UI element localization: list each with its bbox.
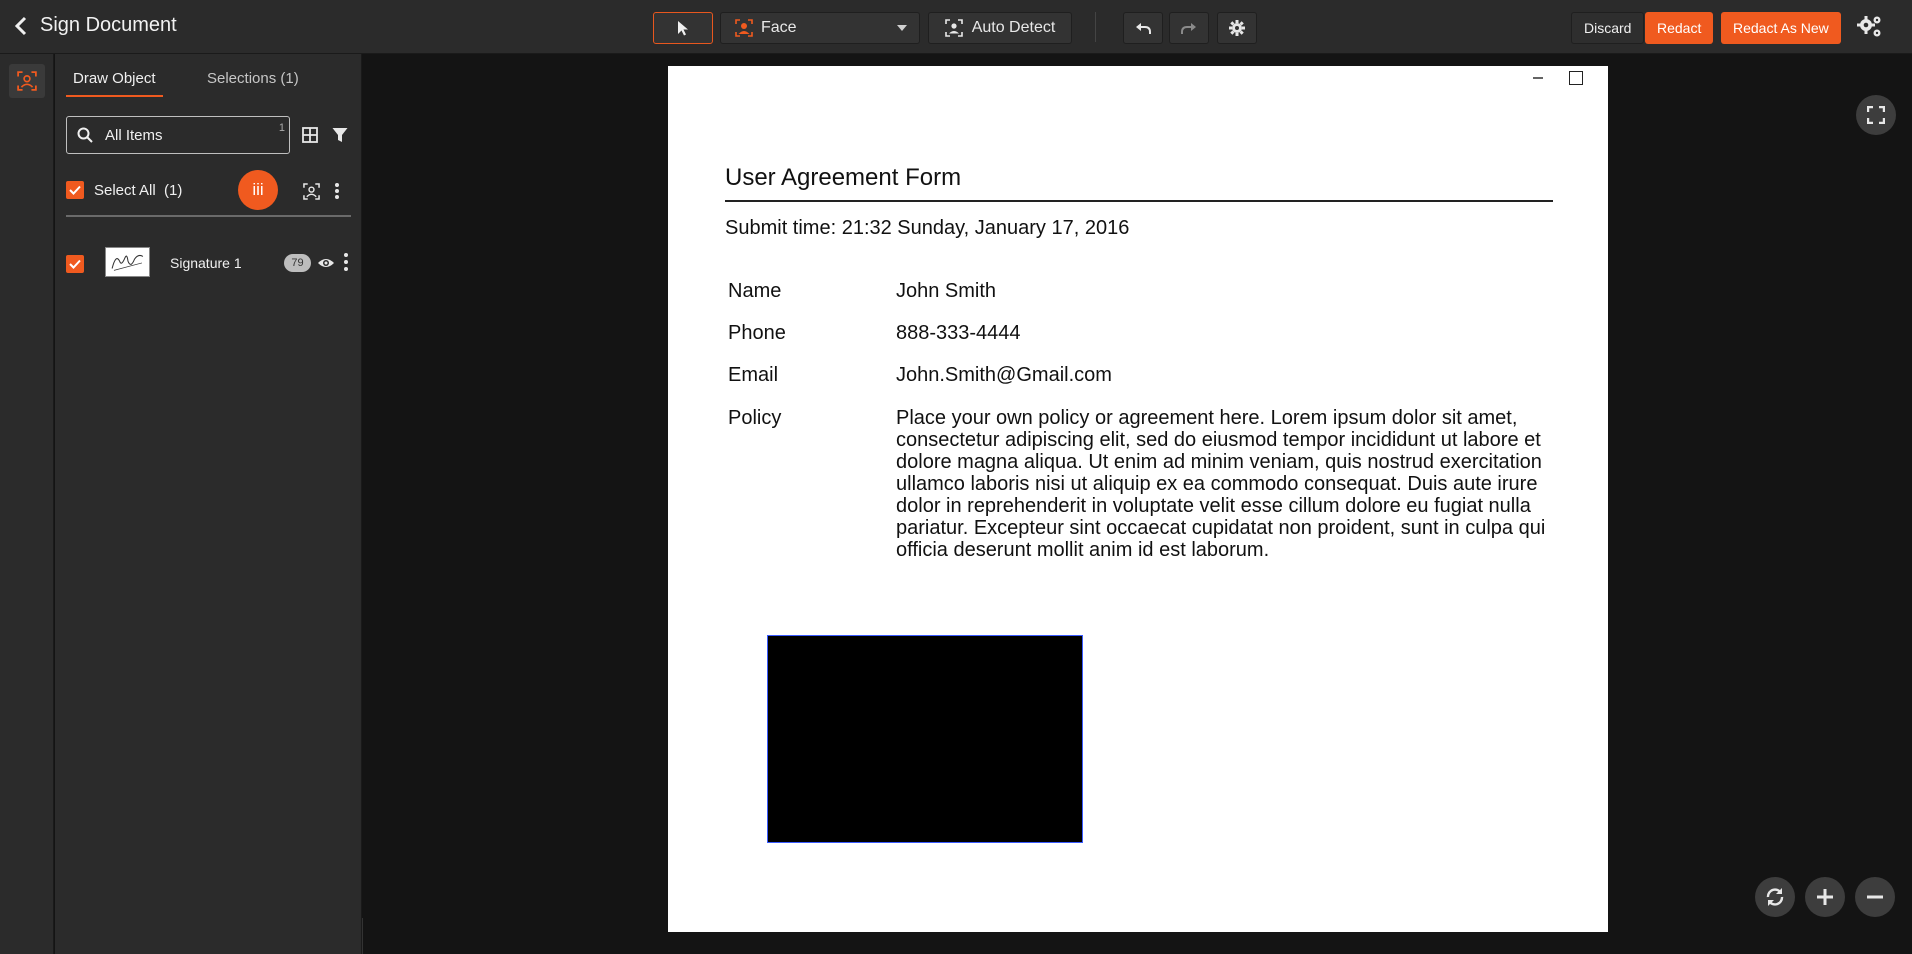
document-page xyxy=(668,66,1608,932)
grid-view-button[interactable] xyxy=(297,122,323,148)
field-value-name: John Smith xyxy=(896,280,997,302)
list-item[interactable] xyxy=(66,244,356,286)
redact-as-new-button[interactable]: Redact As New xyxy=(1721,12,1841,44)
auto-detect-icon xyxy=(945,19,963,37)
document-title: User Agreement Form xyxy=(725,164,962,191)
tab-draw-object[interactable]: Draw Object xyxy=(66,70,163,97)
reset-view-button[interactable] xyxy=(1755,877,1795,917)
settings-button[interactable] xyxy=(1217,12,1257,44)
zoom-out-button[interactable] xyxy=(1855,877,1895,917)
submit-time: Submit time: 21:32 Sunday, January 17, 2016 xyxy=(725,217,1130,239)
more-vert-icon[interactable] xyxy=(339,250,353,274)
face-scan-icon xyxy=(303,183,320,200)
zoom-in-icon xyxy=(1815,887,1835,907)
toolbar-divider xyxy=(1095,12,1096,42)
title-rule xyxy=(725,200,1553,202)
document-canvas[interactable] xyxy=(363,55,1912,954)
signature-thumbnail xyxy=(105,247,150,277)
back-button[interactable] xyxy=(12,14,177,37)
checkbox-icon[interactable] xyxy=(66,255,84,273)
undo-button[interactable] xyxy=(1123,12,1163,44)
redaction-box[interactable] xyxy=(767,635,1083,843)
panel-divider xyxy=(66,215,351,217)
discard-button[interactable]: Discard xyxy=(1571,12,1644,44)
chevron-left-icon xyxy=(12,15,30,37)
search-input[interactable] xyxy=(105,127,255,144)
cursor-icon xyxy=(674,19,692,37)
face-scan-icon xyxy=(17,71,37,91)
zoom-out-icon xyxy=(1865,887,1885,907)
eye-icon[interactable] xyxy=(317,254,335,272)
checkbox-icon[interactable] xyxy=(66,181,84,199)
redo-button[interactable] xyxy=(1169,12,1209,44)
minimize-icon[interactable] xyxy=(1530,70,1546,86)
redact-button[interactable]: Redact xyxy=(1645,12,1713,44)
grid-icon xyxy=(302,127,318,143)
field-label-email: Email xyxy=(728,364,779,386)
field-label-name: Name xyxy=(728,280,782,302)
zoom-in-button[interactable] xyxy=(1805,877,1845,917)
cluster-button[interactable]: iii xyxy=(238,170,278,210)
field-value-email: John.Smith@Gmail.com xyxy=(896,364,1112,386)
select-all[interactable] xyxy=(66,181,182,199)
face-scan-icon xyxy=(735,19,753,37)
search-icon xyxy=(77,127,93,143)
page-title: Sign Document xyxy=(40,14,177,36)
more-vert-icon xyxy=(334,182,340,200)
maximize-icon[interactable] xyxy=(1569,71,1583,85)
field-label-policy: Policy xyxy=(728,407,782,429)
undo-icon xyxy=(1134,19,1152,37)
panel-tabs xyxy=(55,70,362,102)
detection-type-select[interactable] xyxy=(720,12,920,44)
filter-icon xyxy=(332,127,348,143)
gears-icon[interactable] xyxy=(1856,14,1884,40)
auto-detect-label: Auto Detect xyxy=(971,19,1056,36)
refresh-icon xyxy=(1764,886,1786,908)
settings-icon xyxy=(1228,19,1246,37)
left-rail xyxy=(0,54,54,954)
fullscreen-button[interactable] xyxy=(1856,95,1896,135)
field-value-phone: 888-333-4444 xyxy=(896,322,1021,344)
filter-button[interactable] xyxy=(327,122,353,148)
top-bar xyxy=(0,0,1912,54)
field-label-phone: Phone xyxy=(728,322,786,344)
more-options-button[interactable] xyxy=(329,178,345,204)
auto-detect-button[interactable] xyxy=(928,12,1072,44)
item-badge: 79 xyxy=(284,254,311,272)
fullscreen-icon xyxy=(1867,106,1885,124)
tab-selections[interactable]: Selections (1) xyxy=(207,70,299,87)
objects-panel xyxy=(55,54,362,954)
detection-type-value: Face xyxy=(761,19,797,36)
detect-all-button[interactable] xyxy=(298,178,324,204)
rail-item-detection[interactable] xyxy=(9,64,45,98)
redo-icon xyxy=(1180,19,1198,37)
item-label: Signature 1 xyxy=(170,255,242,271)
chevron-down-icon xyxy=(897,25,907,31)
select-all-label: Select All (1) xyxy=(94,181,183,199)
search-count: 1 xyxy=(278,122,285,134)
select-tool-button[interactable] xyxy=(653,12,713,44)
search-box[interactable] xyxy=(66,116,290,154)
field-value-policy: Place your own policy or agreement here. Lorem ipsum dolor sit amet, consectetur adipiscing elit, sed do eiusmod tempor incididunt ut labore et dolore magna aliqua. Ut enim ad minim veniam, quis nostrud exercitation ullamco laboris nisi ut aliquip ex ea commodo consequat. Duis aute irure dolor in reprehenderit in voluptate velit esse cillum dolore eu fugiat nulla pariatur. Excepteur sint occaecat cupidatat non proident, sunt in culpa qui officia deserunt mollit anim id est laborum. xyxy=(896,407,1546,561)
